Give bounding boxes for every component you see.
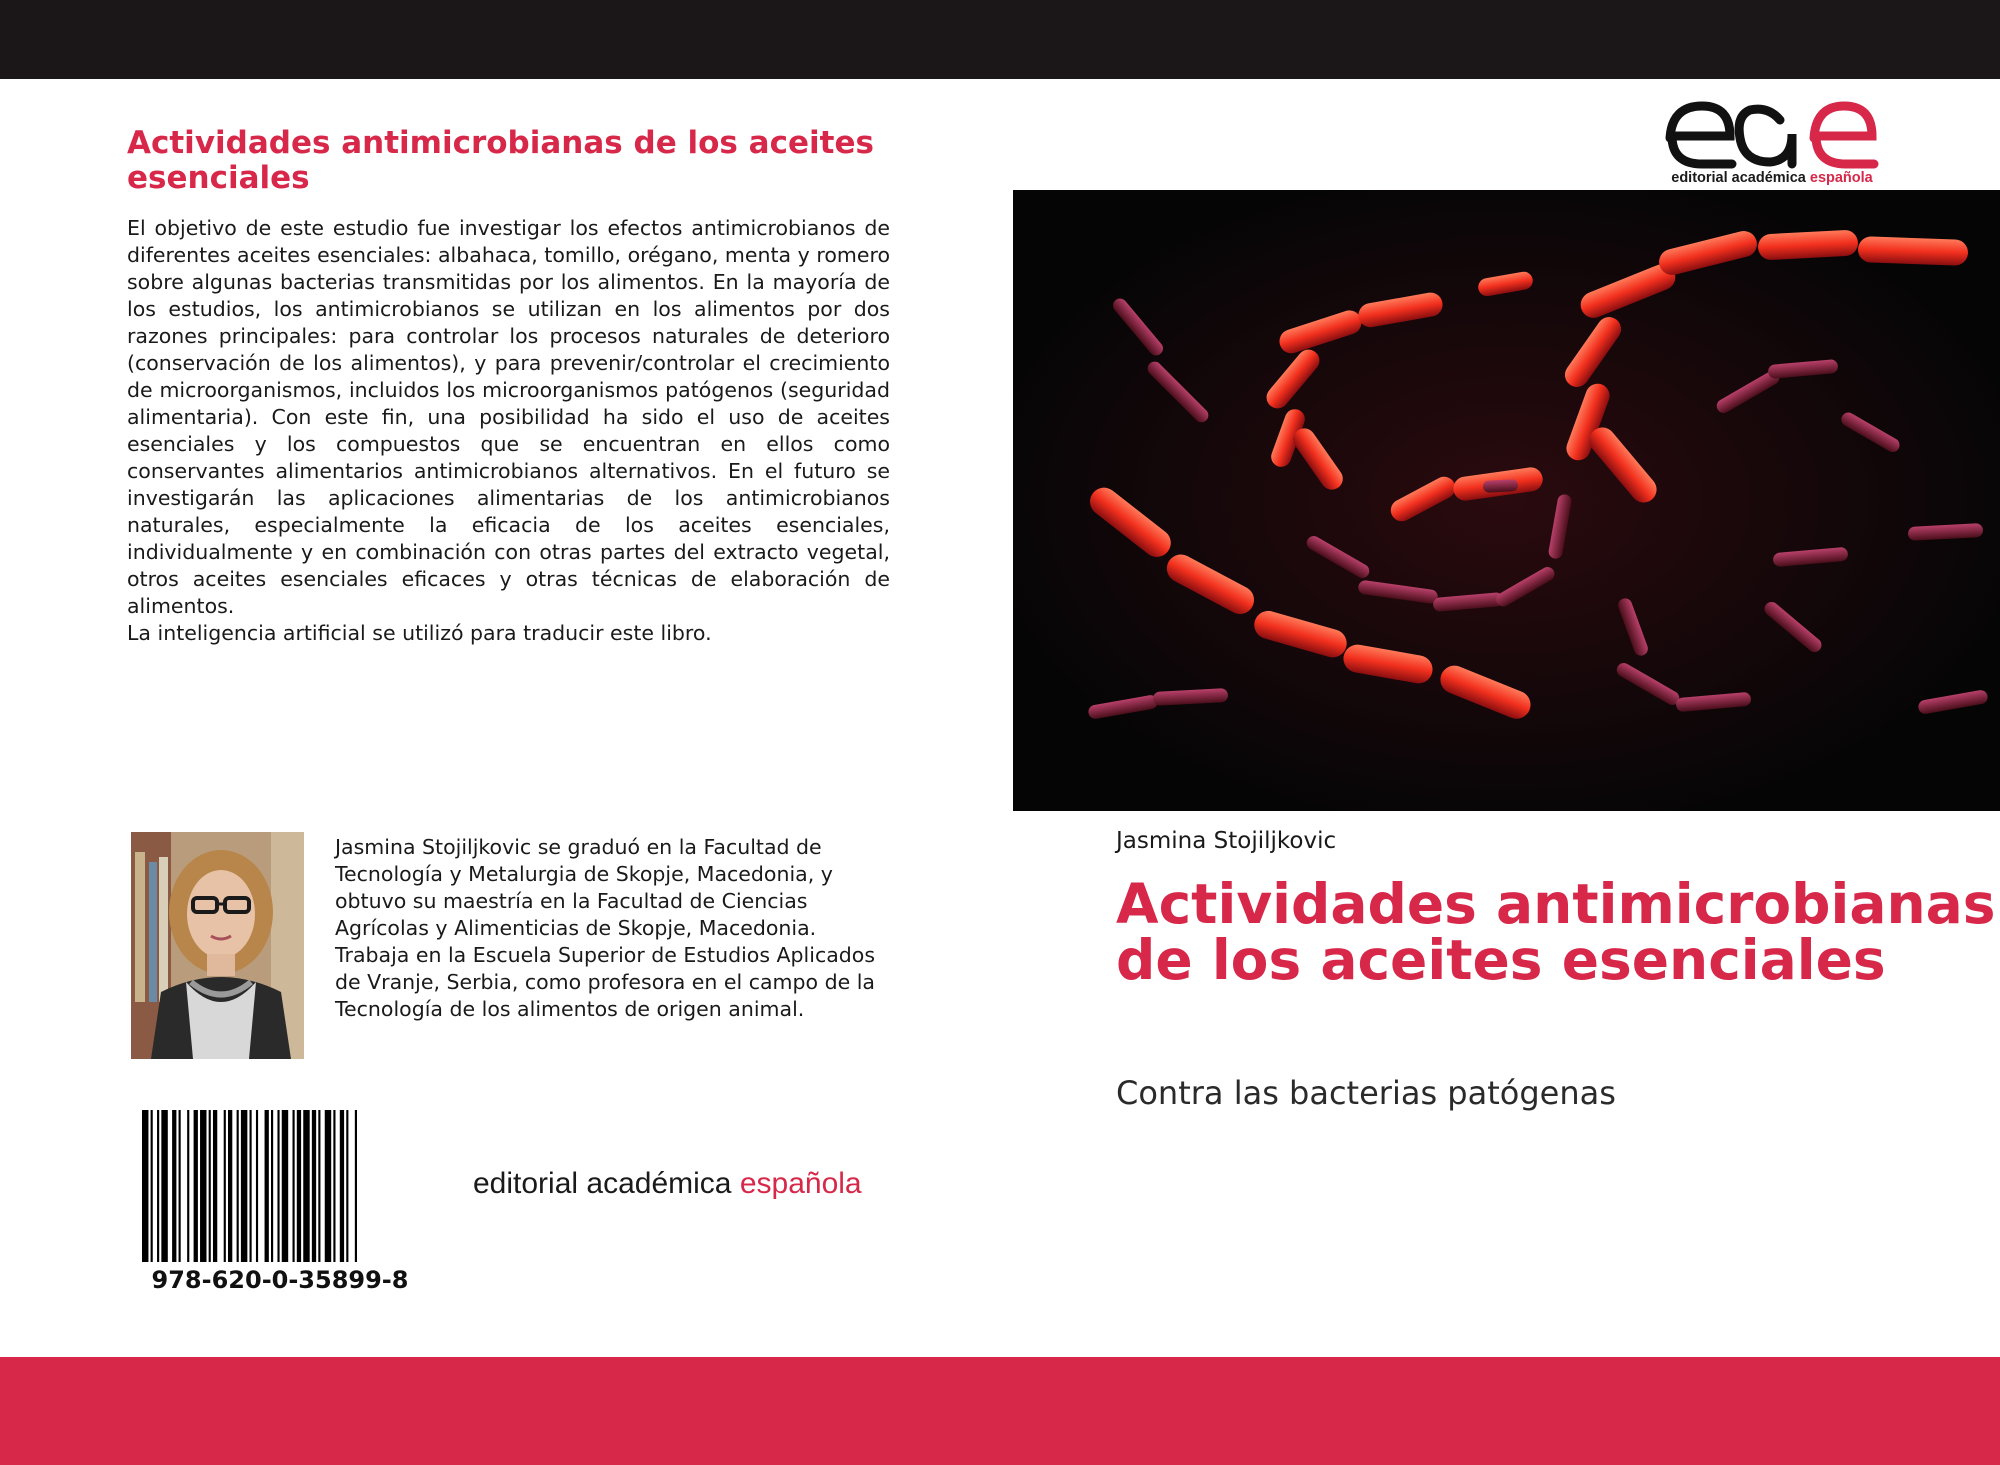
barcode-bar (256, 1110, 258, 1262)
barcode-bar (179, 1110, 181, 1262)
author-bio: Jasmina Stojiljkovic se graduó en la Facultad de Tecnología y Metalurgia de Skopje, Macedonia, y obtuvo su maestría en la Facultad de Ciencias Agrícolas y Alimenticias de Skopje, Macedonia. Trabaja en la Escuela Superior de Estudios Aplicados de Vranje, Serbia, como profesora en el campo de la Tecnología de los alimentos de origen animal. (335, 835, 876, 1021)
barcode-bar (265, 1110, 269, 1262)
barcode-bar (355, 1110, 357, 1262)
description-paragraph: El objetivo de este estudio fue investigar los efectos antimicrobianos de diferentes aceites esenciales: albahaca, tomillo, orégano, menta y romero sobre algunas bacterias transmitidas por los alimentos. En la mayoría de los estudios, los antimicrobianos se utilizan en los alimentos por dos razones principales: para controlar los procesos naturales de deterioro (conservación de los alimentos), y para prevenir/controlar el crecimiento de microorganismos, incluidos los microorganismos patógenos (seguridad alimentaria). Con este fin, una posibilidad ha sido el uso de aceites esenciales y los compuestos que se encuentran en ellos como conservantes alimentarios antimicrobianos alternativos. En el futuro se investigarán las aplicaciones alimentarias de los antimicrobianos naturales, especialmente la eficacia de los aceites esenciales, individualmente y en combinación con otras partes del extracto vegetal, otros aceites esenciales eficaces y otras técnicas de elaboración de alimentos. (127, 216, 890, 618)
barcode-bar (293, 1110, 295, 1262)
barcode-bar (161, 1110, 167, 1262)
barcode (140, 1110, 420, 1262)
logo-wordmark-main: editorial académica (1671, 170, 1806, 186)
isbn-number: 978-620-0-35899-8 (151, 1266, 409, 1294)
barcode-bar (209, 1110, 211, 1262)
author-photo (131, 832, 304, 1059)
barcode-bar (325, 1110, 331, 1262)
publisher-name-accent: española (739, 1167, 862, 1200)
front-cover-title: Actividades antimicrobianas de los aceites esenciales (1116, 872, 1996, 992)
back-cover-title: Actividades antimicrobianas de los aceites esenciales (127, 125, 874, 196)
barcode-bar (194, 1110, 198, 1262)
front-cover-subtitle: Contra las bacterias patógenas (1116, 1074, 1616, 1112)
barcode-bar (237, 1110, 239, 1262)
publisher-name-main: editorial académica (473, 1167, 732, 1200)
barcode-bar (333, 1110, 335, 1262)
ai-translation-note: La inteligencia artificial se utilizó para traducir este libro. (127, 621, 712, 645)
barcode-bar (187, 1110, 189, 1262)
logo-wordmark-accent: española (1809, 170, 1873, 186)
author-portrait-image (131, 832, 304, 1059)
bacteria-micrograph (1013, 190, 2000, 811)
barcode-bar (312, 1110, 316, 1262)
barcode-bar (151, 1110, 153, 1262)
barcode-bar (241, 1110, 247, 1262)
logo-wordmark (1660, 170, 1884, 186)
barcode-bar (303, 1110, 309, 1262)
barcode-bar (346, 1110, 348, 1262)
barcode-bar (228, 1110, 232, 1262)
publisher-name (473, 1166, 862, 1202)
barcode-bar (213, 1110, 217, 1262)
barcode-bar (277, 1110, 279, 1262)
bottom-band (0, 1357, 2000, 1465)
barcode-bar (250, 1110, 252, 1262)
barcode-bar (318, 1110, 320, 1262)
front-cover-author: Jasmina Stojiljkovic (1116, 828, 1337, 854)
cover-bacteria-image (1013, 190, 2000, 811)
barcode-bar (297, 1110, 301, 1262)
top-band (0, 0, 2000, 79)
barcode-bar (282, 1110, 288, 1262)
barcode-bar (172, 1110, 176, 1262)
barcode-bar (224, 1110, 226, 1262)
barcode-bar (142, 1110, 148, 1262)
barcode-bar (340, 1110, 344, 1262)
barcode-bar (157, 1110, 159, 1262)
barcode-bar (200, 1110, 206, 1262)
back-cover-description (127, 215, 890, 647)
barcode-bar (271, 1110, 273, 1262)
